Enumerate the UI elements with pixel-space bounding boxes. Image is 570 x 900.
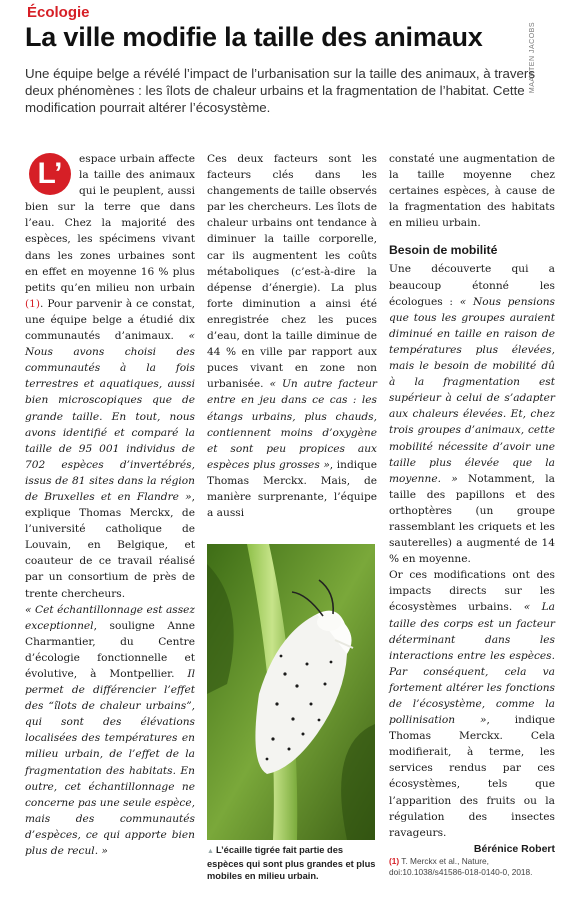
triangle-icon: ▲ <box>207 848 214 855</box>
body-text: Notamment, la taille des papillons et des orthoptères (un groupe rassemblant les criquets et les sauterelles) a augmenté de 14 % en moyenne. <box>389 472 555 566</box>
body-text: , indique Thomas Merckx. Mais, de manière surprenante, l’équipe a aussi <box>207 458 377 520</box>
quote-text: « La taille des corps est un facteur déterminant dans les interactions entre les espèces. Par conséquent, cela va fortement altérer les fonctions de l’écosystème, comme la pollinisation » <box>389 601 556 727</box>
body-text: . Pour parvenir à ce constat, une équipe belge a étudié dix communautés d’animaux. <box>25 297 195 343</box>
moth-photo <box>207 544 375 840</box>
article-standfirst: Une équipe belge a révélé l’impact de l’urbanisation sur la taille des animaux, à travers deux phénomènes : les îlots de chaleur urbains et la fragmentation de l’habitat. Cette modification pourrait altérer l’écosystème. <box>25 66 535 115</box>
quote-text: « Nous pensions que tous les groupes auraient diminué en taille en raison de températures plus élevées, mais le besoin de mobilité dû à la fragmentation est supérieur à celui de s’adapter aux chaleurs élevées. Et, chez trois groupes d’animaux, cette mobilité nécessite d’avoir une taille plus élevée que la moyenne. » <box>389 295 555 485</box>
quote-text: « Cet échantillonnage est assez exceptionnel <box>25 603 195 632</box>
footnote-number: (1) <box>389 856 400 866</box>
quote-text: Il permet de différencier l’effet des “îlots de chaleur urbains”, qui sont des élévations localisées des températures en milieu urbain, de l’effet de la fragmentation des habitats. En outre, cet échantillonnage ne concerne pas une seule espèce, mais des communautés d’espèces, ce qui apporte bien plus de recul. » <box>25 668 195 858</box>
paragraph <box>389 151 555 231</box>
photo-credit: MAARTEN JACOBS <box>529 22 536 94</box>
caption-text: L’écaille tigrée fait partie des espèces qui sont plus grandes et plus mobiles en milieu urbain. <box>207 845 376 881</box>
footnote <box>389 856 555 878</box>
paragraph <box>389 567 555 857</box>
column-2 <box>207 151 377 521</box>
body-text: , explique Thomas Merckx, de l’université catholique de Louvain, en Belgique, et coauteur de ce travail réalisé par un consortium de près de trente chercheurs. <box>25 490 195 600</box>
section-label: Écologie <box>27 4 90 21</box>
paragraph <box>25 151 195 602</box>
quote-text: « Un autre facteur entre en jeu dans ce cas : les étangs urbains, plus chauds, contiennent moins d’oxygène et sont peu propices aux espèces plus grosses » <box>207 378 377 471</box>
body-text: Ces deux facteurs sont les facteurs clés dans les changements de taille observés par les chercheurs. Les îlots de chaleur urbains ont tendance à diminuer la taille corporelle, car ils augmentent les coûts métaboliques (c’est-à-dire la dépense d’énergie). La plus forte diminution a ainsi été enregistrée chez les puces d’eau, dont la taille diminue de 44 % en ville par rapport aux puces vivant en zone non urbanisée. <box>207 153 377 391</box>
body-text: Une découverte qui a beaucoup étonné les écologues : <box>389 263 555 308</box>
body-text: Or ces modifications ont des impacts directs sur les écosystèmes urbains. <box>389 569 555 614</box>
photo-caption <box>207 844 377 882</box>
paragraph <box>389 261 555 567</box>
moth-illustration <box>207 544 375 840</box>
paragraph <box>25 602 195 860</box>
subheading: Besoin de mobilité <box>389 243 498 258</box>
body-text: , souligne Anne Charmantier, du Centre d’écologie fonctionnelle et évolutive, à Montpellier. <box>25 619 195 680</box>
body-text: , indique Thomas Merckx. Cela modifierait, à terme, les services rendus par ces écosystèmes, tels que l’apparition des fruits ou la régulation des insectes ravageurs. <box>389 714 555 839</box>
body-text: constaté une augmentation de la taille moyenne chez certaines espèces, à cause de la fragmentation des habitats en milieu urbain. <box>389 153 555 230</box>
author-signature: Bérénice Robert <box>473 842 555 855</box>
body-text: espace urbain affecte la taille des animaux qui le peuplent, aussi bien sur la terre que dans l’eau. Chez la majorité des espèces, les spécimens vivant dans les zones urbaines sont en effet en moyenne 16 % plus petits qu’en milieu non urbain <box>25 153 195 294</box>
footnote-text: T. Merckx et al., Nature, doi:10.1038/s41586-018-0140-0, 2018. <box>389 856 533 877</box>
drop-cap: L’ <box>29 153 71 195</box>
article-headline: La ville modifie la taille des animaux <box>25 22 483 52</box>
reference-marker: (1) <box>25 297 41 310</box>
quote-text: « Nous avons choisi des communautés à la fois terrestres et aquatiques, aussi bien microscopiques que de grande taille. En tout, nous avons identifié et comparé la taille de 95 001 individus de 702 espèces d’invertébrés, issus de 81 sites dans la région de Bruxelles et en Flandre » <box>25 330 195 503</box>
paragraph <box>207 151 377 521</box>
column-3 <box>389 151 555 857</box>
column-1 <box>25 151 195 859</box>
